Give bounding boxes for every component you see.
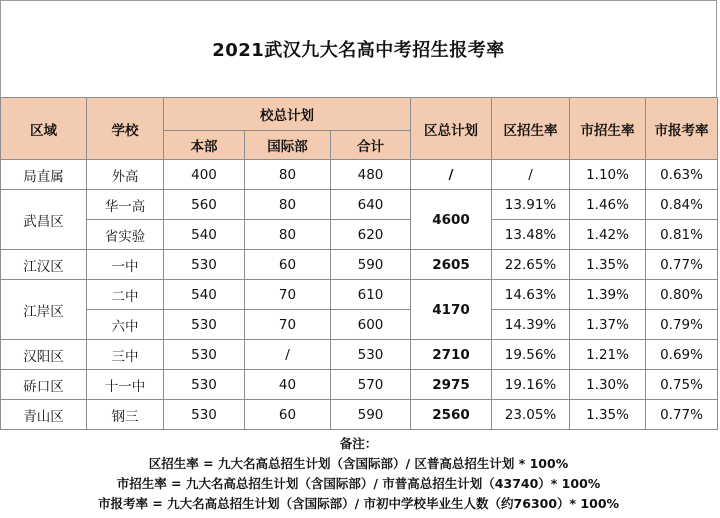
header-row <box>1 98 718 131</box>
total-cell: 620 <box>331 220 411 250</box>
district-rate-cell: 22.65% <box>492 250 570 280</box>
intl-cell: 80 <box>245 220 331 250</box>
local-cell: 400 <box>164 160 245 190</box>
city-rate-cell: 1.35% <box>570 250 646 280</box>
title-cell <box>0 0 717 97</box>
school-cell: 二中 <box>87 280 164 310</box>
city-rate-cell: 1.10% <box>570 160 646 190</box>
school-cell: 钢三 <box>87 400 164 430</box>
table-row <box>1 400 718 430</box>
admission-table <box>0 97 718 430</box>
local-cell: 560 <box>164 190 245 220</box>
total-cell: 590 <box>331 250 411 280</box>
total-cell: 600 <box>331 310 411 340</box>
district-cell: 硚口区 <box>1 370 87 400</box>
district-plan-cell: 2975 <box>411 370 492 400</box>
note-city-rate: 市招生率 = 九大名高总招生计划（含国际部）/ 市普高总招生计划（43740）* 100% <box>116 476 601 491</box>
district-rate-cell: / <box>492 160 570 190</box>
city-rate-cell: 1.37% <box>570 310 646 340</box>
city-apply-rate-cell: 0.63% <box>646 160 718 190</box>
intl-cell: 40 <box>245 370 331 400</box>
district-plan-cell: 2710 <box>411 340 492 370</box>
school-cell: 华一高 <box>87 190 164 220</box>
district-rate-cell: 19.16% <box>492 370 570 400</box>
city-apply-rate-cell: 0.81% <box>646 220 718 250</box>
table-row <box>1 310 718 340</box>
district-plan-cell: 2605 <box>411 250 492 280</box>
city-rate-cell: 1.35% <box>570 400 646 430</box>
intl-cell: 70 <box>245 280 331 310</box>
table-row <box>1 160 718 190</box>
intl-cell: / <box>245 340 331 370</box>
header-district-plan: 区总计划 <box>411 98 492 160</box>
header-local: 本部 <box>164 131 245 160</box>
district-cell: 青山区 <box>1 400 87 430</box>
table-row <box>1 370 718 400</box>
note-city-apply-rate: 市报考率 = 九大名高总招生计划（含国际部）/ 市初中学校毕业生人数（约76300）* 100% <box>97 496 620 511</box>
city-apply-rate-cell: 0.77% <box>646 400 718 430</box>
school-cell: 三中 <box>87 340 164 370</box>
local-cell: 530 <box>164 400 245 430</box>
notes-block <box>0 434 717 514</box>
district-rate-cell: 13.48% <box>492 220 570 250</box>
city-apply-rate-cell: 0.84% <box>646 190 718 220</box>
school-cell: 一中 <box>87 250 164 280</box>
table-row <box>1 190 718 220</box>
city-rate-cell: 1.30% <box>570 370 646 400</box>
city-rate-cell: 1.21% <box>570 340 646 370</box>
table-row <box>1 340 718 370</box>
intl-cell: 80 <box>245 160 331 190</box>
table-row <box>1 220 718 250</box>
page-title: 2021武汉九大名高中考招生报考率 <box>212 40 505 61</box>
local-cell: 530 <box>164 370 245 400</box>
city-apply-rate-cell: 0.75% <box>646 370 718 400</box>
header-district: 区域 <box>1 98 87 160</box>
total-cell: 640 <box>331 190 411 220</box>
district-rate-cell: 14.39% <box>492 310 570 340</box>
total-cell: 590 <box>331 400 411 430</box>
local-cell: 530 <box>164 340 245 370</box>
intl-cell: 60 <box>245 400 331 430</box>
school-cell: 十一中 <box>87 370 164 400</box>
district-plan-cell: 4170 <box>411 280 492 340</box>
local-cell: 530 <box>164 250 245 280</box>
notes-heading: 备注： <box>339 436 378 451</box>
table-row <box>1 280 718 310</box>
district-plan-cell: / <box>411 160 492 190</box>
header-school-plan: 校总计划 <box>164 98 411 131</box>
header-total: 合计 <box>331 131 411 160</box>
school-cell: 外高 <box>87 160 164 190</box>
note-district-rate: 区招生率 = 九大名高总招生计划（含国际部）/ 区普高总招生计划 * 100% <box>148 456 569 471</box>
city-rate-cell: 1.46% <box>570 190 646 220</box>
district-rate-cell: 19.56% <box>492 340 570 370</box>
district-cell: 汉阳区 <box>1 340 87 370</box>
total-cell: 530 <box>331 340 411 370</box>
city-rate-cell: 1.42% <box>570 220 646 250</box>
header-district-rate: 区招生率 <box>492 98 570 160</box>
total-cell: 570 <box>331 370 411 400</box>
header-city-apply-rate: 市报考率 <box>646 98 718 160</box>
header-city-rate: 市招生率 <box>570 98 646 160</box>
header-intl: 国际部 <box>245 131 331 160</box>
school-cell: 六中 <box>87 310 164 340</box>
district-rate-cell: 14.63% <box>492 280 570 310</box>
city-apply-rate-cell: 0.80% <box>646 280 718 310</box>
school-cell: 省实验 <box>87 220 164 250</box>
district-plan-cell: 4600 <box>411 190 492 250</box>
local-cell: 530 <box>164 310 245 340</box>
intl-cell: 60 <box>245 250 331 280</box>
local-cell: 540 <box>164 280 245 310</box>
city-rate-cell: 1.39% <box>570 280 646 310</box>
district-plan-cell: 2560 <box>411 400 492 430</box>
intl-cell: 80 <box>245 190 331 220</box>
district-cell: 江岸区 <box>1 280 87 340</box>
local-cell: 540 <box>164 220 245 250</box>
city-apply-rate-cell: 0.69% <box>646 340 718 370</box>
district-cell: 局直属 <box>1 160 87 190</box>
district-cell: 江汉区 <box>1 250 87 280</box>
table-row <box>1 250 718 280</box>
intl-cell: 70 <box>245 310 331 340</box>
district-rate-cell: 23.05% <box>492 400 570 430</box>
city-apply-rate-cell: 0.77% <box>646 250 718 280</box>
header-school: 学校 <box>87 98 164 160</box>
city-apply-rate-cell: 0.79% <box>646 310 718 340</box>
district-rate-cell: 13.91% <box>492 190 570 220</box>
total-cell: 480 <box>331 160 411 190</box>
total-cell: 610 <box>331 280 411 310</box>
district-cell: 武昌区 <box>1 190 87 250</box>
